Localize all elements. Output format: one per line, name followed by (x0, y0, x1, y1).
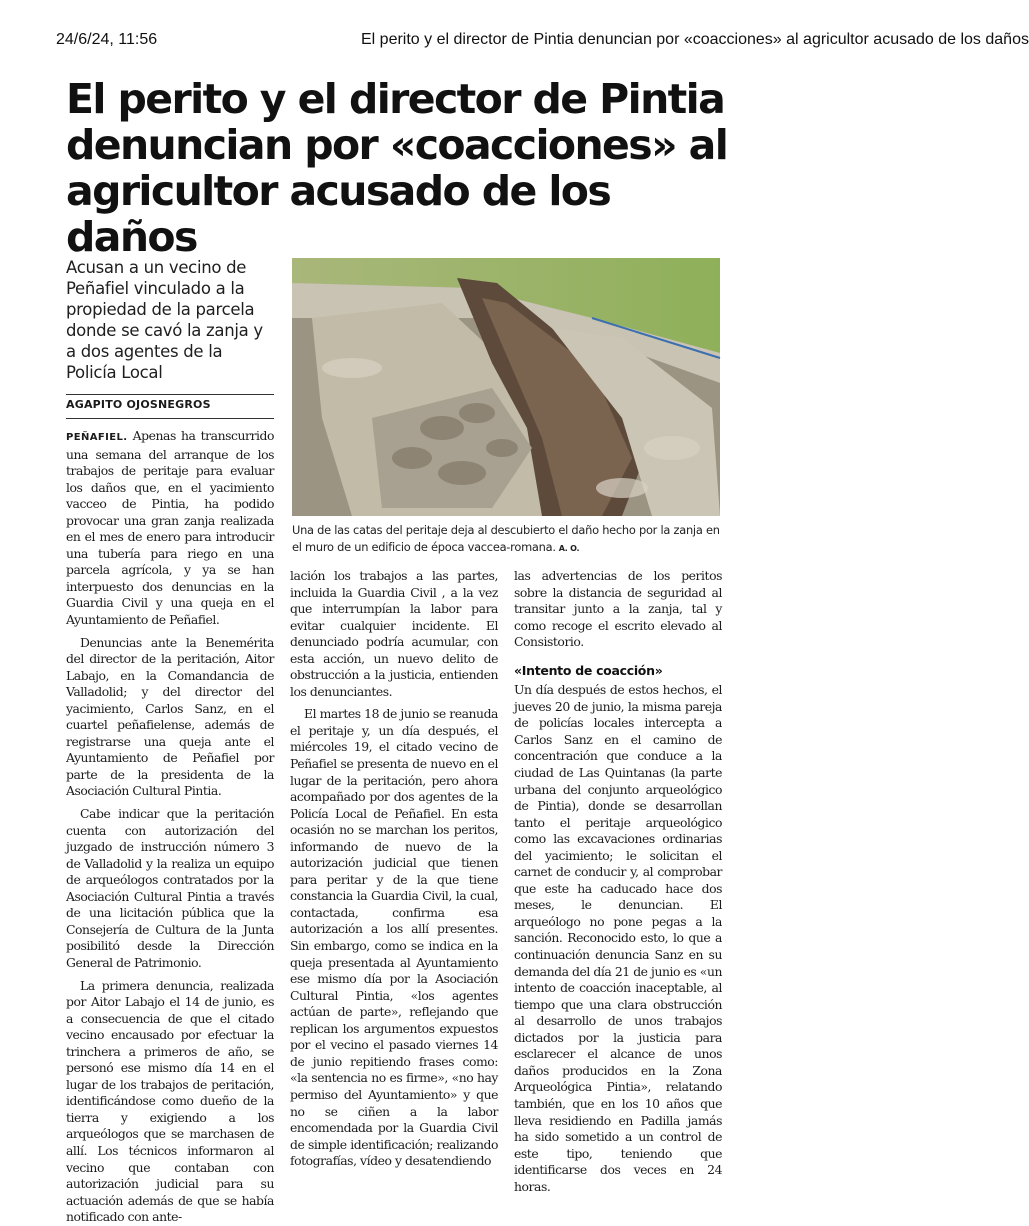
paragraph: La primera denuncia, realizada por Aitor Labajo el 14 de junio, es a consecuencia de que el citado vecino encausado por efectuar la trinchera a primeros de año, se personó ese mismo día 14 en el lugar de los trabajos de peritación, identificándose como dueño de la tierra y exigiendo a los arqueólogos que se marchasen de allí. Los técnicos informaron al vecino que contaban con autorización judicial para su actuación además de que se había notificado con ante- (66, 977, 274, 1225)
paragraph: Denuncias ante la Benemérita del director de la peritación, Aitor Labajo, en la Comandancia de Valladolid; y del director del yacimiento, Carlos Sanz, en el cuartel peñafielense, además de registrarse una queja ante el Ayuntamiento de Peñafiel por parte de la presidenta de la Asociación Cultural Pintia. (66, 634, 274, 799)
print-datetime: 24/6/24, 11:56 (56, 31, 158, 48)
paragraph (66, 428, 274, 629)
caption-text: Una de las catas del peritaje deja al descubierto el daño hecho por la zanja en el muro de un edificio de época vaccea-romana. (292, 523, 720, 554)
excavation-photo (292, 258, 720, 516)
dateline-place: PEÑAFIEL. (66, 432, 128, 443)
photo-caption (292, 522, 722, 557)
paragraph: Un día después de estos hechos, el jueves 20 de junio, la misma pareja de policías locales intercepta a Carlos Sanz en el camino de concentración que conduce a la ciudad de Las Quintanas (la parte urbana del conjunto arqueológico de Pintia), donde se desarrollan tanto el peritaje arqueológico como las excavaciones ordinarias del yacimiento; le solicitan el carnet de conducir y, al comprobar que este ha caducado hace dos meses, le denuncian. El arqueólogo no pone pegas a la sanción. Reconocido esto, lo que a continuación denuncia Sanz en su demanda del día 21 de junio es «un intento de coacción inaceptable, al tiempo que una clara obstrucción al desarrollo de unos trabajos dictados por la justicia para esclarecer el alcance de unos daños producidos en la Zona Arqueológica Pintia», relatando también, que en los 10 años que lleva residiendo en Padilla jamás ha sido sometido a un control de este tipo, teniendo que identificarse dos veces en 24 horas. (514, 682, 722, 1194)
paragraph: El martes 18 de junio se reanuda el peritaje y, un día después, el miércoles 19, el citado vecino de Peñafiel se presenta de nuevo en el lugar de la peritación, pero ahora acompañado por dos agentes de la Policía Local de Peñafiel. En esta ocasión no se marchan los peritos, informando de nuevo de la autorización judicial que tienen para peritar y de la que tiene constancia la Guardia Civil, la cual, contactada, confirma esa autorización a los allí presentes. Sin embargo, como se indica en la queja presentada al Ayuntamiento ese mismo día por la Asociación Cultural Pintia, «los agentes actúan de parte», reflejando que replican los argumentos expuestos por el vecino el pasado viernes 14 de junio repitiendo frases como: «la sentencia no es firme», «no hay permiso del Ayuntamiento» y que no se ciñen a la labor encomendada por la Guardia Civil de simple identificación; realizando fotografías, vídeo y desatendiendo (290, 706, 498, 1169)
paragraph: lación los trabajos a las partes, incluida la Guardia Civil , a la vez que interrumpían la labor para evitar cualquier incidente. El denunciado podría acumular, con esta acción, un nuevo delito de obstrucción a la justicia, entienden los denunciantes. (290, 568, 498, 699)
paragraph-text: Apenas ha transcurrido una semana del arranque de los trabajos de peritaje para evaluar los daños que, en el yacimiento vacceo de Pintia, ha podido provocar una gran zanja realizada en el mes de enero para introducir una tubería para riego en una parcela agrícola, y ya se han interpuesto dos denuncias en la Guardia Civil y una queja en el Ayuntamiento de Peñafiel. (66, 428, 274, 628)
paragraph: las advertencias de los peritos sobre la distancia de seguridad al transitar junto a la zanja, tal y como recoge el escrito elevado al Consistorio. (514, 568, 722, 650)
article-column-3 (514, 568, 722, 1195)
photo-credit: A. O. (558, 544, 580, 553)
article-headline: El perito y el director de Pintia denuncian por «coacciones» al agricultor acusado de los daños (66, 75, 728, 261)
excavation-illustration (292, 258, 720, 516)
print-header (0, 0, 1029, 60)
byline-rule-bottom (66, 418, 274, 419)
article-subheadline: Acusan a un vecino de Peñafiel vinculado a la propiedad de la parcela donde se cavó la zanja y a dos agentes de la Policía Local (66, 258, 263, 382)
section-heading: «Intento de coacción» (514, 662, 663, 678)
article-column-2 (290, 568, 498, 1170)
article-byline: AGAPITO OJOSNEGROS (66, 398, 211, 411)
paragraph: Cabe indicar que la peritación cuenta con autorización del juzgado de instrucción número 3 de Valladolid y la realiza un equipo de arqueólogos contratados por la Asociación Cultural Pintia a través de una licitación pública que la Consejería de Cultura de la Junta posibilitó desde la Dirección General de Patrimonio. (66, 806, 274, 970)
article-column-1 (66, 428, 274, 1226)
byline-rule-top (66, 394, 274, 395)
print-page-title: El perito y el director de Pintia denuncian por «coacciones» al agricultor acusado de los daños (361, 31, 1029, 48)
